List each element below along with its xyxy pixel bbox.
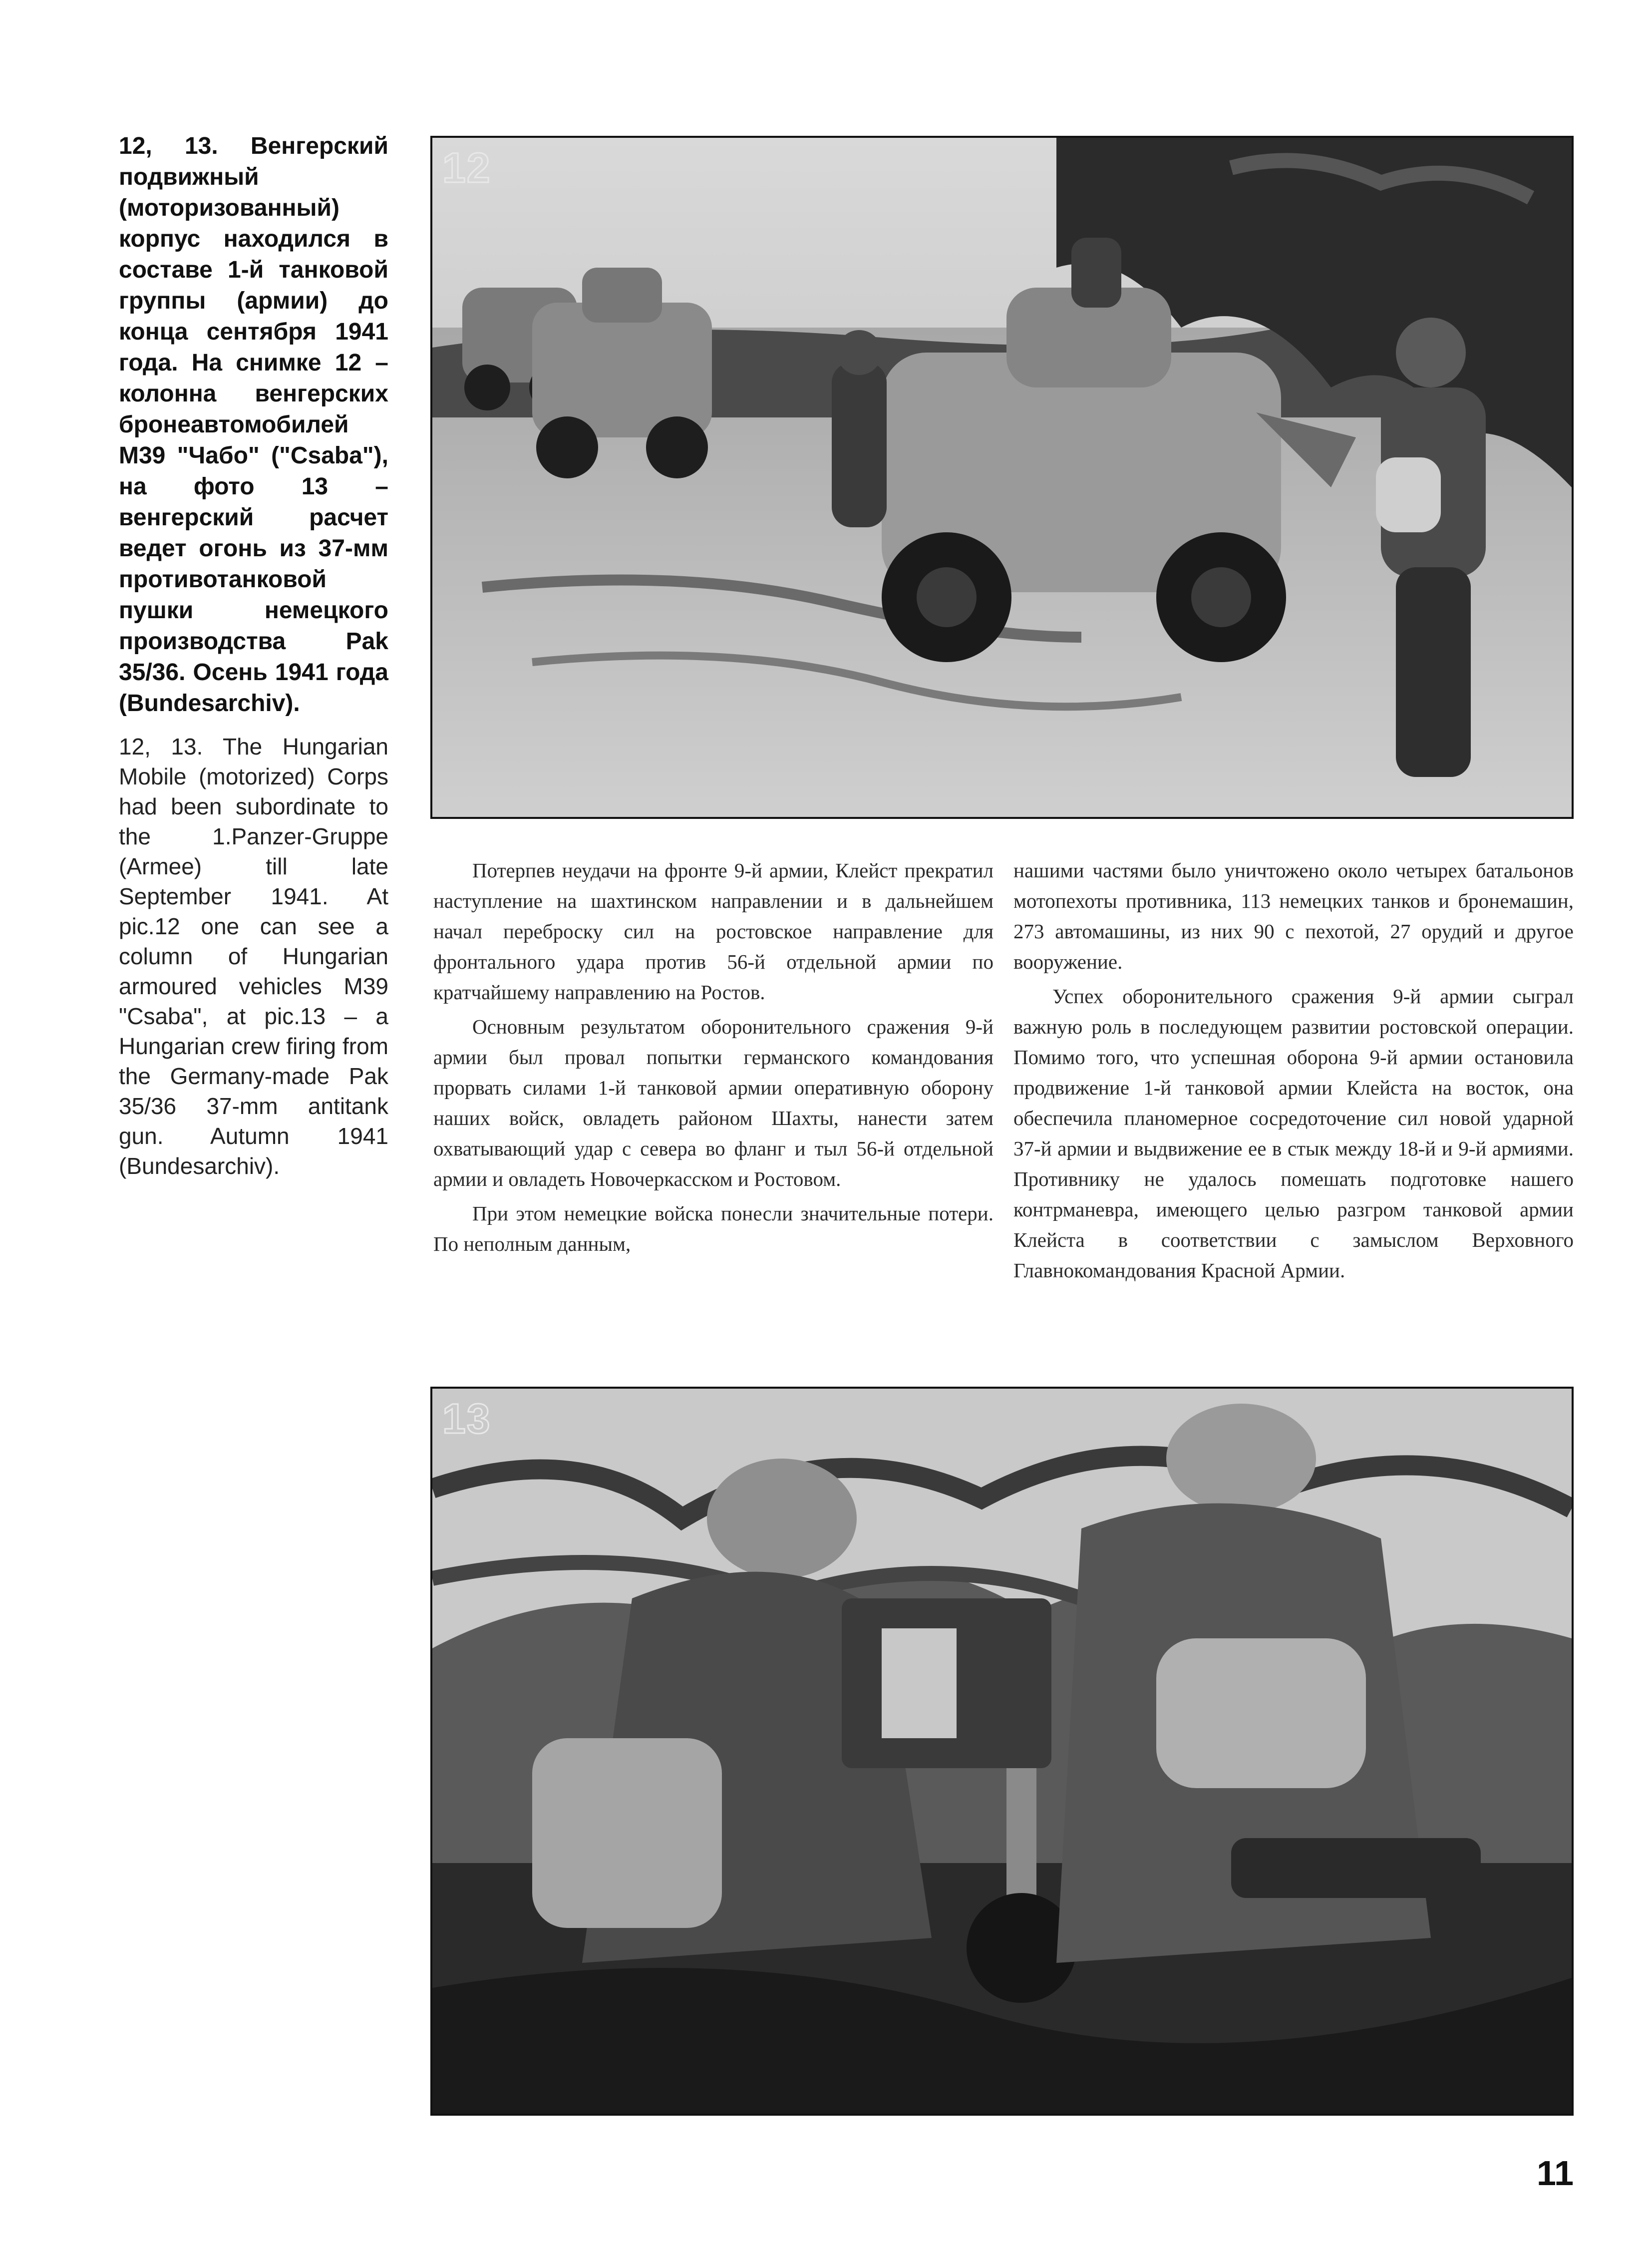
photo-caption-russian: 12, 13. Венгерский подвижный (моторизованный) корпус находился в составе 1-й танковой группы (армии) до конца сентября 1941 года. На снимке 12 – колонна венгерских бронеавтомобилей М39 "Чабо" ("Csaba"), на фото 13 – венгерский расчет ведет огонь из 37-мм противотанковой пушки немецкого производства Pak 35/36. Осень 1941 года (Bundesarchiv). bbox=[119, 133, 388, 717]
armoured-column-photo bbox=[432, 138, 1572, 817]
paragraph: При этом немецкие войска понесли значительные потери. По неполным данным, bbox=[433, 1202, 993, 1255]
paragraph: Основным результатом оборонительного сражения 9-й армии был провал попытки германского командования прорвать силами 1-й танковой армии оперативную оборону наших войск, овладеть районом Шахты, нанести затем охватывающий удар с севера во фланг и тыл 56-й отдельной армии и овладеть Новочеркасском и Ростовом. bbox=[433, 1015, 993, 1190]
antitank-crew-photo bbox=[432, 1389, 1572, 2114]
body-text-right-column bbox=[1013, 855, 1574, 1290]
paragraph: нашими частями было уничтожено около четырех батальонов мотопехоты противника, 113 немецких танков и бронемашин, 273 автомашины, из них 90 с пехотой, 27 орудий и другое вооружение. bbox=[1013, 859, 1574, 973]
photo-caption-english: 12, 13. The Hungarian Mobile (motorized) Corps had been subordinate to the 1.Panzer-Gruppe (Armee) till late September 1941. At pic.12 one can see a column of Hungarian armoured vehicles M39 "Csaba", at pic.13 – a Hungarian crew firing from the Germany-made Pak 35/36 37-mm antitank gun. Autumn 1941 (Bundesarchiv). bbox=[119, 734, 388, 1179]
photo-12-number: 12 bbox=[442, 144, 491, 191]
page-number: 11 bbox=[1537, 2154, 1574, 2193]
body-text-left-column bbox=[433, 855, 993, 1263]
photo-12-armoured-column bbox=[430, 136, 1574, 819]
photo-13-number: 13 bbox=[442, 1395, 491, 1442]
paragraph: Успех оборонительного сражения 9-й армии сыграл важную роль в последующем развитии ростовской операции. Помимо того, что успешная оборона 9-й армии остановила продвижение 1-й танковой армии Клейста на восток, она обеспечила планомерное сосредоточение сил новой ударной 37-й армии и выдвижение ее в стык между 18-й и 9-й армиями. Противнику не удалось помешать подготовке нашего контрманевра, имеющего целью разгром танковой армии Клейста в соответствии с замыслом Верховного Главнокомандования Красной Армии. bbox=[1013, 985, 1574, 1282]
paragraph: Потерпев неудачи на фронте 9-й армии, Клейст прекратил наступление на шахтинском направлении и в дальнейшем начал переброску сил на ростовское направление для фронтального удара против 56-й отдельной армии по кратчайшему направлению на Ростов. bbox=[433, 859, 993, 1004]
photo-13-antitank-crew bbox=[430, 1387, 1574, 2116]
